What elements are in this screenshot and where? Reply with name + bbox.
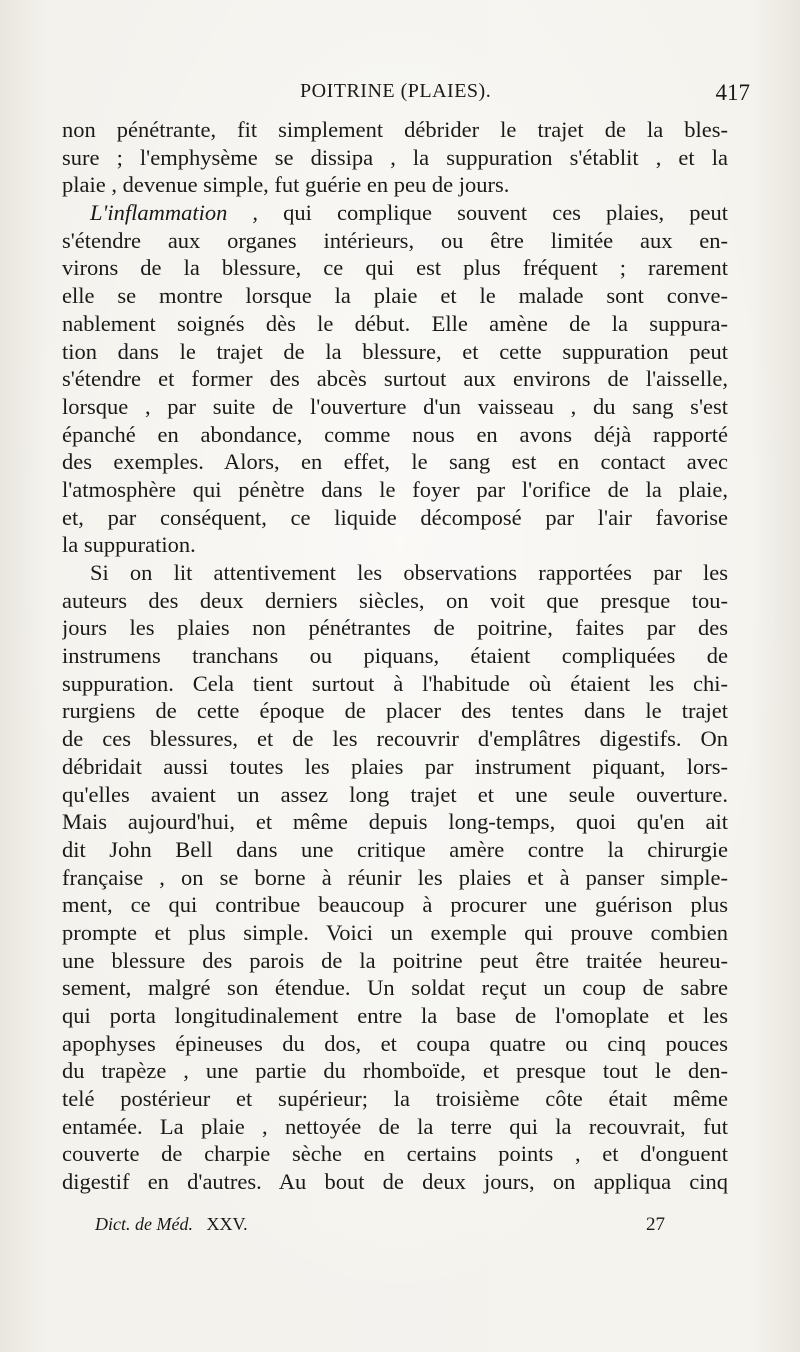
italic-term: L'inflammation ,	[90, 200, 259, 226]
text-line: sement, malgré son étendue. Un soldat reçut un coup de sabre	[62, 975, 728, 1001]
text-line: couverte de charpie sèche en certains points , et d'onguent	[62, 1141, 728, 1167]
text-line: sure ; l'emphysème se dissipa , la suppuration s'établit , et la	[62, 144, 728, 170]
text-line: telé postérieur et supérieur; la troisième côte était même	[62, 1086, 728, 1112]
text-line: s'étendre aux organes intérieurs, ou être limitée aux en-	[62, 227, 728, 253]
text-line: lorsque , par suite de l'ouverture d'un vaisseau , du sang s'est	[62, 393, 728, 419]
signature-title: Dict. de Méd.	[95, 1214, 193, 1234]
page-number: 417	[715, 80, 750, 105]
page-footer	[95, 1214, 665, 1244]
text-line: instrumens tranchans ou piquans, étaient compliquées de	[62, 643, 728, 669]
text-line: et, par conséquent, ce liquide décomposé par l'air favorise	[62, 504, 728, 530]
text-line: prompte et plus simple. Voici un exemple qui prouve combien	[62, 919, 728, 945]
text-line: de ces blessures, et de les recouvrir d'emplâtres digestifs. On	[62, 726, 728, 752]
text-line: dit John Bell dans une critique amère contre la chirurgie	[62, 836, 728, 862]
text-line: auteurs des deux derniers siècles, on voit que presque tou-	[62, 587, 728, 613]
text-line: du trapèze , une partie du rhomboïde, et presque tout le den-	[62, 1058, 728, 1084]
text-line: virons de la blessure, ce qui est plus fréquent ; rarement	[62, 255, 728, 281]
page-body	[62, 116, 728, 1196]
text-line: débridait aussi toutes les plaies par instrument piquant, lors-	[62, 753, 728, 779]
text-line: digestif en d'autres. Au bout de deux jours, on appliqua cinq	[62, 1169, 728, 1195]
text-line: Si on lit attentivement les observations rapportées par les	[90, 560, 728, 585]
text-line: ment, ce qui contribue beaucoup à procurer une guérison plus	[62, 892, 728, 918]
text-line: des exemples. Alors, en effet, le sang est en contact avec	[62, 449, 728, 475]
text-line: française , on se borne à réunir les plaies et à panser simple-	[62, 864, 728, 890]
text-line: jours les plaies non pénétrantes de poitrine, faites par des	[62, 615, 728, 641]
text-line: entamée. La plaie , nettoyée de la terre qui la recouvrait, fut	[62, 1113, 728, 1139]
text-line: l'atmosphère qui pénètre dans le foyer par l'orifice de la plaie,	[62, 476, 728, 502]
text-line: qu'elles avaient un assez long trajet et une seule ouverture.	[62, 781, 728, 807]
text-line: plaie , devenue simple, fut guérie en peu de jours.	[62, 172, 510, 198]
text-line: elle se montre lorsque la plaie et le malade sont conve-	[62, 283, 728, 309]
text-line: épanché en abondance, comme nous en avons déjà rapporté	[62, 421, 728, 447]
text-line: apophyses épineuses du dos, et coupa quatre ou cinq pouces	[62, 1030, 728, 1056]
text-line: qui porta longitudinalement entre la base de l'omoplate et les	[62, 1003, 728, 1028]
text-line: suppuration. Cela tient surtout à l'habitude où étaient les chi-	[62, 670, 728, 696]
text-line: la suppuration.	[62, 532, 196, 558]
signature-volume: XXV.	[206, 1214, 248, 1234]
text-line	[62, 199, 728, 227]
text-line: s'étendre et former des abcès surtout aux environs de l'aisselle,	[62, 366, 728, 392]
text-run: qui complique souvent ces plaies, peut	[258, 200, 728, 226]
text-line: nablement soignés dès le début. Elle amène de la suppura-	[62, 310, 728, 336]
text-line: Mais aujourd'hui, et même depuis long-temps, quoi qu'en ait	[62, 809, 728, 835]
signature-mark: 27	[646, 1214, 665, 1235]
running-title: POITRINE (PLAIES).	[300, 80, 492, 102]
text-line: non pénétrante, fit simplement débrider le trajet de la bles-	[62, 117, 728, 142]
printer-signature	[95, 1214, 248, 1235]
page-header	[60, 80, 750, 116]
text-line: une blessure des parois de la poitrine peut être traitée heureu-	[62, 947, 728, 973]
text-line: rurgiens de cette époque de placer des tentes dans le trajet	[62, 698, 728, 724]
text-line: tion dans le trajet de la blessure, et cette suppuration peut	[62, 338, 728, 364]
